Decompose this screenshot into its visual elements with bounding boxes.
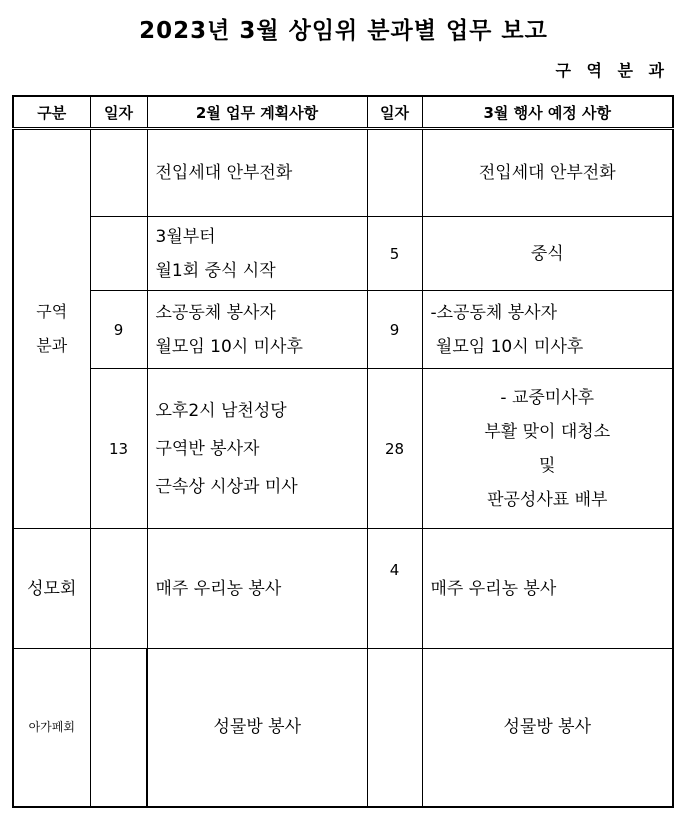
report-title: 2023년 3월 상임위 분과별 업무 보고 (139, 18, 548, 44)
row-date-1: 9 (90, 291, 147, 369)
row-date-2: 5 (367, 217, 422, 291)
report-table (12, 95, 674, 808)
table-row (13, 129, 673, 217)
header-feb-plan: 2월 업무 계획사항 (147, 96, 367, 129)
row-event: 매주 우리농 봉사 (422, 529, 673, 649)
row-event: 성물방 봉사 (422, 649, 673, 807)
row-date-1 (90, 529, 147, 649)
row-event: - 교중미사후 부활 맞이 대청소 및 판공성사표 배부 (422, 369, 673, 529)
table-row (13, 217, 673, 291)
row-plan: 전입세대 안부전화 (147, 129, 367, 217)
header-category: 구분 (13, 96, 90, 129)
header-date-2: 일자 (367, 96, 422, 129)
row-plan: 소공동체 봉사자 월모임 10시 미사후 (147, 291, 367, 369)
row-date-1 (90, 129, 147, 217)
row-date-2 (367, 649, 422, 807)
row-date-2: 4 (367, 529, 422, 649)
table-row (13, 369, 673, 529)
header-date-1: 일자 (90, 96, 147, 129)
header-mar-event: 3월 행사 예정 사항 (422, 96, 673, 129)
row-date-2: 28 (367, 369, 422, 529)
row-plan: 오후2시 남천성당 구역반 봉사자 근속상 시상과 미사 (147, 369, 367, 529)
row-date-1 (90, 649, 147, 807)
table-row (13, 291, 673, 369)
table-row (13, 649, 673, 807)
row-date-2 (367, 129, 422, 217)
row-plan: 성물방 봉사 (147, 649, 367, 807)
category-agape: 아가페회 (13, 649, 90, 807)
report-subtitle: 구 역 분 과 (555, 61, 669, 80)
row-event: 전입세대 안부전화 (422, 129, 673, 217)
header-row (13, 96, 673, 129)
row-date-2: 9 (367, 291, 422, 369)
category-district: 구역 분과 (13, 129, 90, 529)
table-row (13, 529, 673, 649)
row-plan: 매주 우리농 봉사 (147, 529, 367, 649)
category-legion: 성모회 (13, 529, 90, 649)
row-date-1 (90, 217, 147, 291)
row-date-1: 13 (90, 369, 147, 529)
row-event: -소공동체 봉사자 월모임 10시 미사후 (422, 291, 673, 369)
row-event: 중식 (422, 217, 673, 291)
row-plan: 3월부터 월1회 중식 시작 (147, 217, 367, 291)
